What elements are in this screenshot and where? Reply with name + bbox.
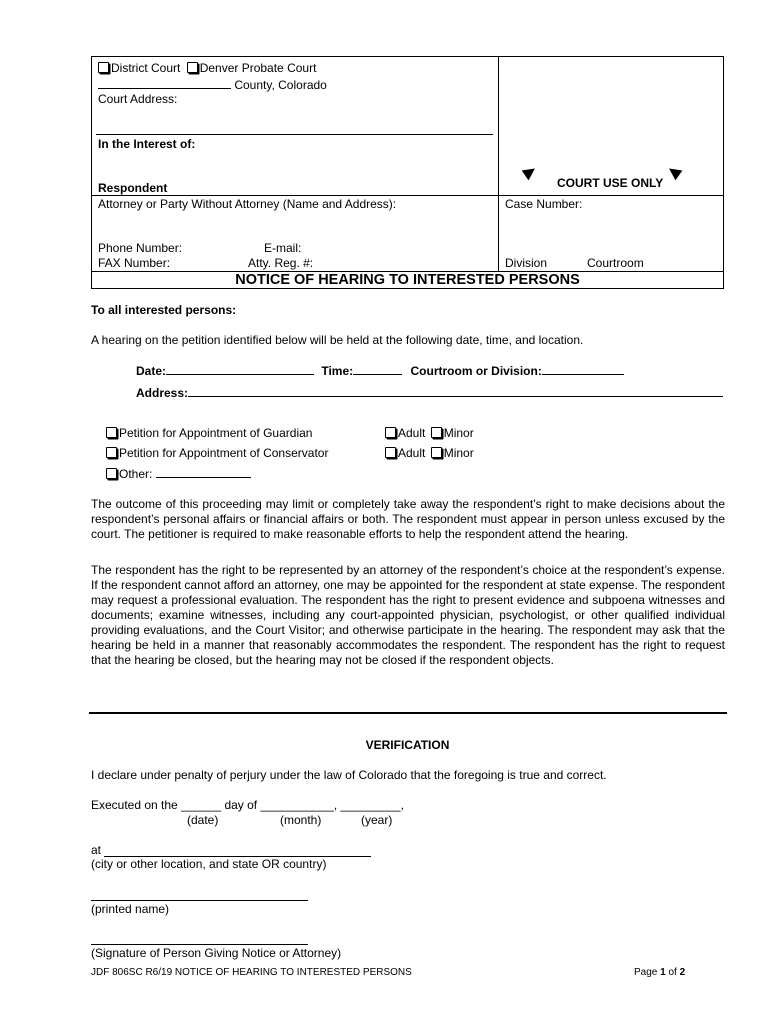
printed-name-line[interactable] bbox=[91, 900, 308, 901]
conservator-adult-label: Adult bbox=[398, 446, 426, 460]
district-court-checkbox[interactable] bbox=[98, 62, 109, 73]
district-court-label: District Court bbox=[111, 61, 181, 75]
conservator-minor-label: Minor bbox=[443, 446, 474, 460]
conservator-adult-checkbox[interactable] bbox=[385, 447, 396, 458]
guardian-age-row bbox=[385, 426, 474, 440]
other-blank[interactable] bbox=[156, 466, 251, 478]
date-label: Date: bbox=[136, 364, 167, 378]
conservator-checkbox[interactable] bbox=[106, 447, 117, 458]
court-selection bbox=[98, 61, 316, 75]
page-prefix: Page bbox=[634, 967, 661, 978]
fax-number-label: FAX Number: bbox=[98, 256, 171, 270]
courtroom-division-blank[interactable] bbox=[542, 363, 624, 375]
date-hint: (date) bbox=[187, 813, 219, 827]
declaration-text: I declare under penalty of perjury under the law of Colorado that the foregoing is true and correct. bbox=[91, 768, 607, 782]
guardian-label: Petition for Appointment of Guardian bbox=[119, 426, 313, 440]
county-label: County, Colorado bbox=[234, 78, 327, 92]
guardian-checkbox[interactable] bbox=[106, 427, 117, 438]
hearing-address-row bbox=[136, 385, 723, 400]
conservator-age-row bbox=[385, 446, 474, 460]
printed-name-hint: (printed name) bbox=[91, 902, 170, 916]
page-title: NOTICE OF HEARING TO INTERESTED PERSONS bbox=[235, 272, 580, 288]
in-interest-of-label: In the Interest of: bbox=[98, 137, 196, 151]
year-hint: (year) bbox=[361, 813, 393, 827]
county-row bbox=[98, 77, 327, 92]
division-label: Division bbox=[505, 256, 548, 270]
month-hint: (month) bbox=[280, 813, 322, 827]
hearing-date-row bbox=[136, 363, 624, 378]
courtroom-division-label: Courtroom or Division: bbox=[410, 364, 542, 378]
attorney-label: Attorney or Party Without Attorney (Name and Address): bbox=[98, 197, 397, 211]
court-address-label: Court Address: bbox=[98, 92, 178, 106]
petition-conservator-row bbox=[106, 446, 328, 460]
court-address-line bbox=[96, 134, 493, 135]
at-label: at bbox=[91, 843, 102, 857]
rights-paragraph: The respondent has the right to be represented by an attorney of the respondent’s choice at the respondent’s expense. If the respondent cannot afford an attorney, one may be appointed for the respondent at state expense. The respondent may request a professional evaluation. The respondent has the right to present evidence and subpoena witnesses and documents; examine witnesses, including any court-appointed physician, psychologist, or other qualified individual providing evaluations, and the Court Visitor; and otherwise participate in the hearing. The respondent may ask that the hearing be held in a manner that reasonably accommodates the respondent. The respondent has the right to request that the hearing be closed, but the hearing may not be closed if the respondent objects. bbox=[91, 563, 725, 667]
section-separator bbox=[89, 712, 727, 714]
other-checkbox[interactable] bbox=[106, 468, 117, 479]
guardian-adult-label: Adult bbox=[398, 426, 426, 440]
address-label: Address: bbox=[136, 386, 189, 400]
address-blank[interactable] bbox=[188, 385, 723, 397]
phone-number-label: Phone Number: bbox=[98, 241, 183, 255]
court-use-only-label: COURT USE ONLY bbox=[557, 176, 664, 190]
to-all-label: To all interested persons: bbox=[91, 303, 237, 317]
executed-line: Executed on the ______ day of ___________, _________, bbox=[91, 798, 404, 812]
case-number-label: Case Number: bbox=[505, 197, 583, 211]
other-label: Other: bbox=[119, 467, 153, 481]
time-blank[interactable] bbox=[353, 363, 402, 375]
guardian-adult-checkbox[interactable] bbox=[385, 427, 396, 438]
email-label: E-mail: bbox=[264, 241, 302, 255]
page-current: 1 bbox=[660, 967, 666, 978]
page-total: 2 bbox=[679, 967, 686, 978]
respondent-label: Respondent bbox=[98, 181, 168, 195]
intro-text: A hearing on the petition identified below will be held at the following date, time, and location. bbox=[91, 333, 584, 347]
verification-heading: VERIFICATION bbox=[365, 738, 450, 752]
caption-divider-attorney bbox=[91, 195, 724, 196]
signature-line[interactable] bbox=[91, 944, 308, 945]
conservator-label: Petition for Appointment of Conservator bbox=[119, 446, 329, 460]
petition-other-row bbox=[106, 466, 251, 481]
page-number bbox=[634, 967, 685, 978]
denver-probate-court-label: Denver Probate Court bbox=[199, 61, 317, 75]
location-hint: (city or other location, and state OR country) bbox=[91, 857, 327, 871]
form-id: JDF 806SC R6/19 NOTICE OF HEARING TO INTERESTED PERSONS bbox=[91, 967, 412, 978]
county-blank[interactable] bbox=[98, 77, 231, 89]
caption-divider-vertical bbox=[498, 56, 499, 271]
atty-reg-label: Atty. Reg. #: bbox=[248, 256, 314, 270]
time-label: Time: bbox=[321, 364, 354, 378]
guardian-minor-checkbox[interactable] bbox=[431, 427, 442, 438]
page-of: of bbox=[665, 967, 680, 978]
denver-probate-court-checkbox[interactable] bbox=[187, 62, 198, 73]
date-blank[interactable] bbox=[166, 363, 314, 375]
guardian-minor-label: Minor bbox=[443, 426, 474, 440]
courtroom-label: Courtroom bbox=[587, 256, 644, 270]
signature-hint: (Signature of Person Giving Notice or Attorney) bbox=[91, 946, 342, 960]
outcome-paragraph: The outcome of this proceeding may limit or completely take away the respondent’s right to make decisions about the respondent’s personal affairs or financial affairs or both. The respondent must appear in person unless excused by the court. The petitioner is required to make reasonable efforts to help the respondent attend the hearing. bbox=[91, 497, 725, 541]
conservator-minor-checkbox[interactable] bbox=[431, 447, 442, 458]
petition-guardian-row bbox=[106, 426, 312, 440]
